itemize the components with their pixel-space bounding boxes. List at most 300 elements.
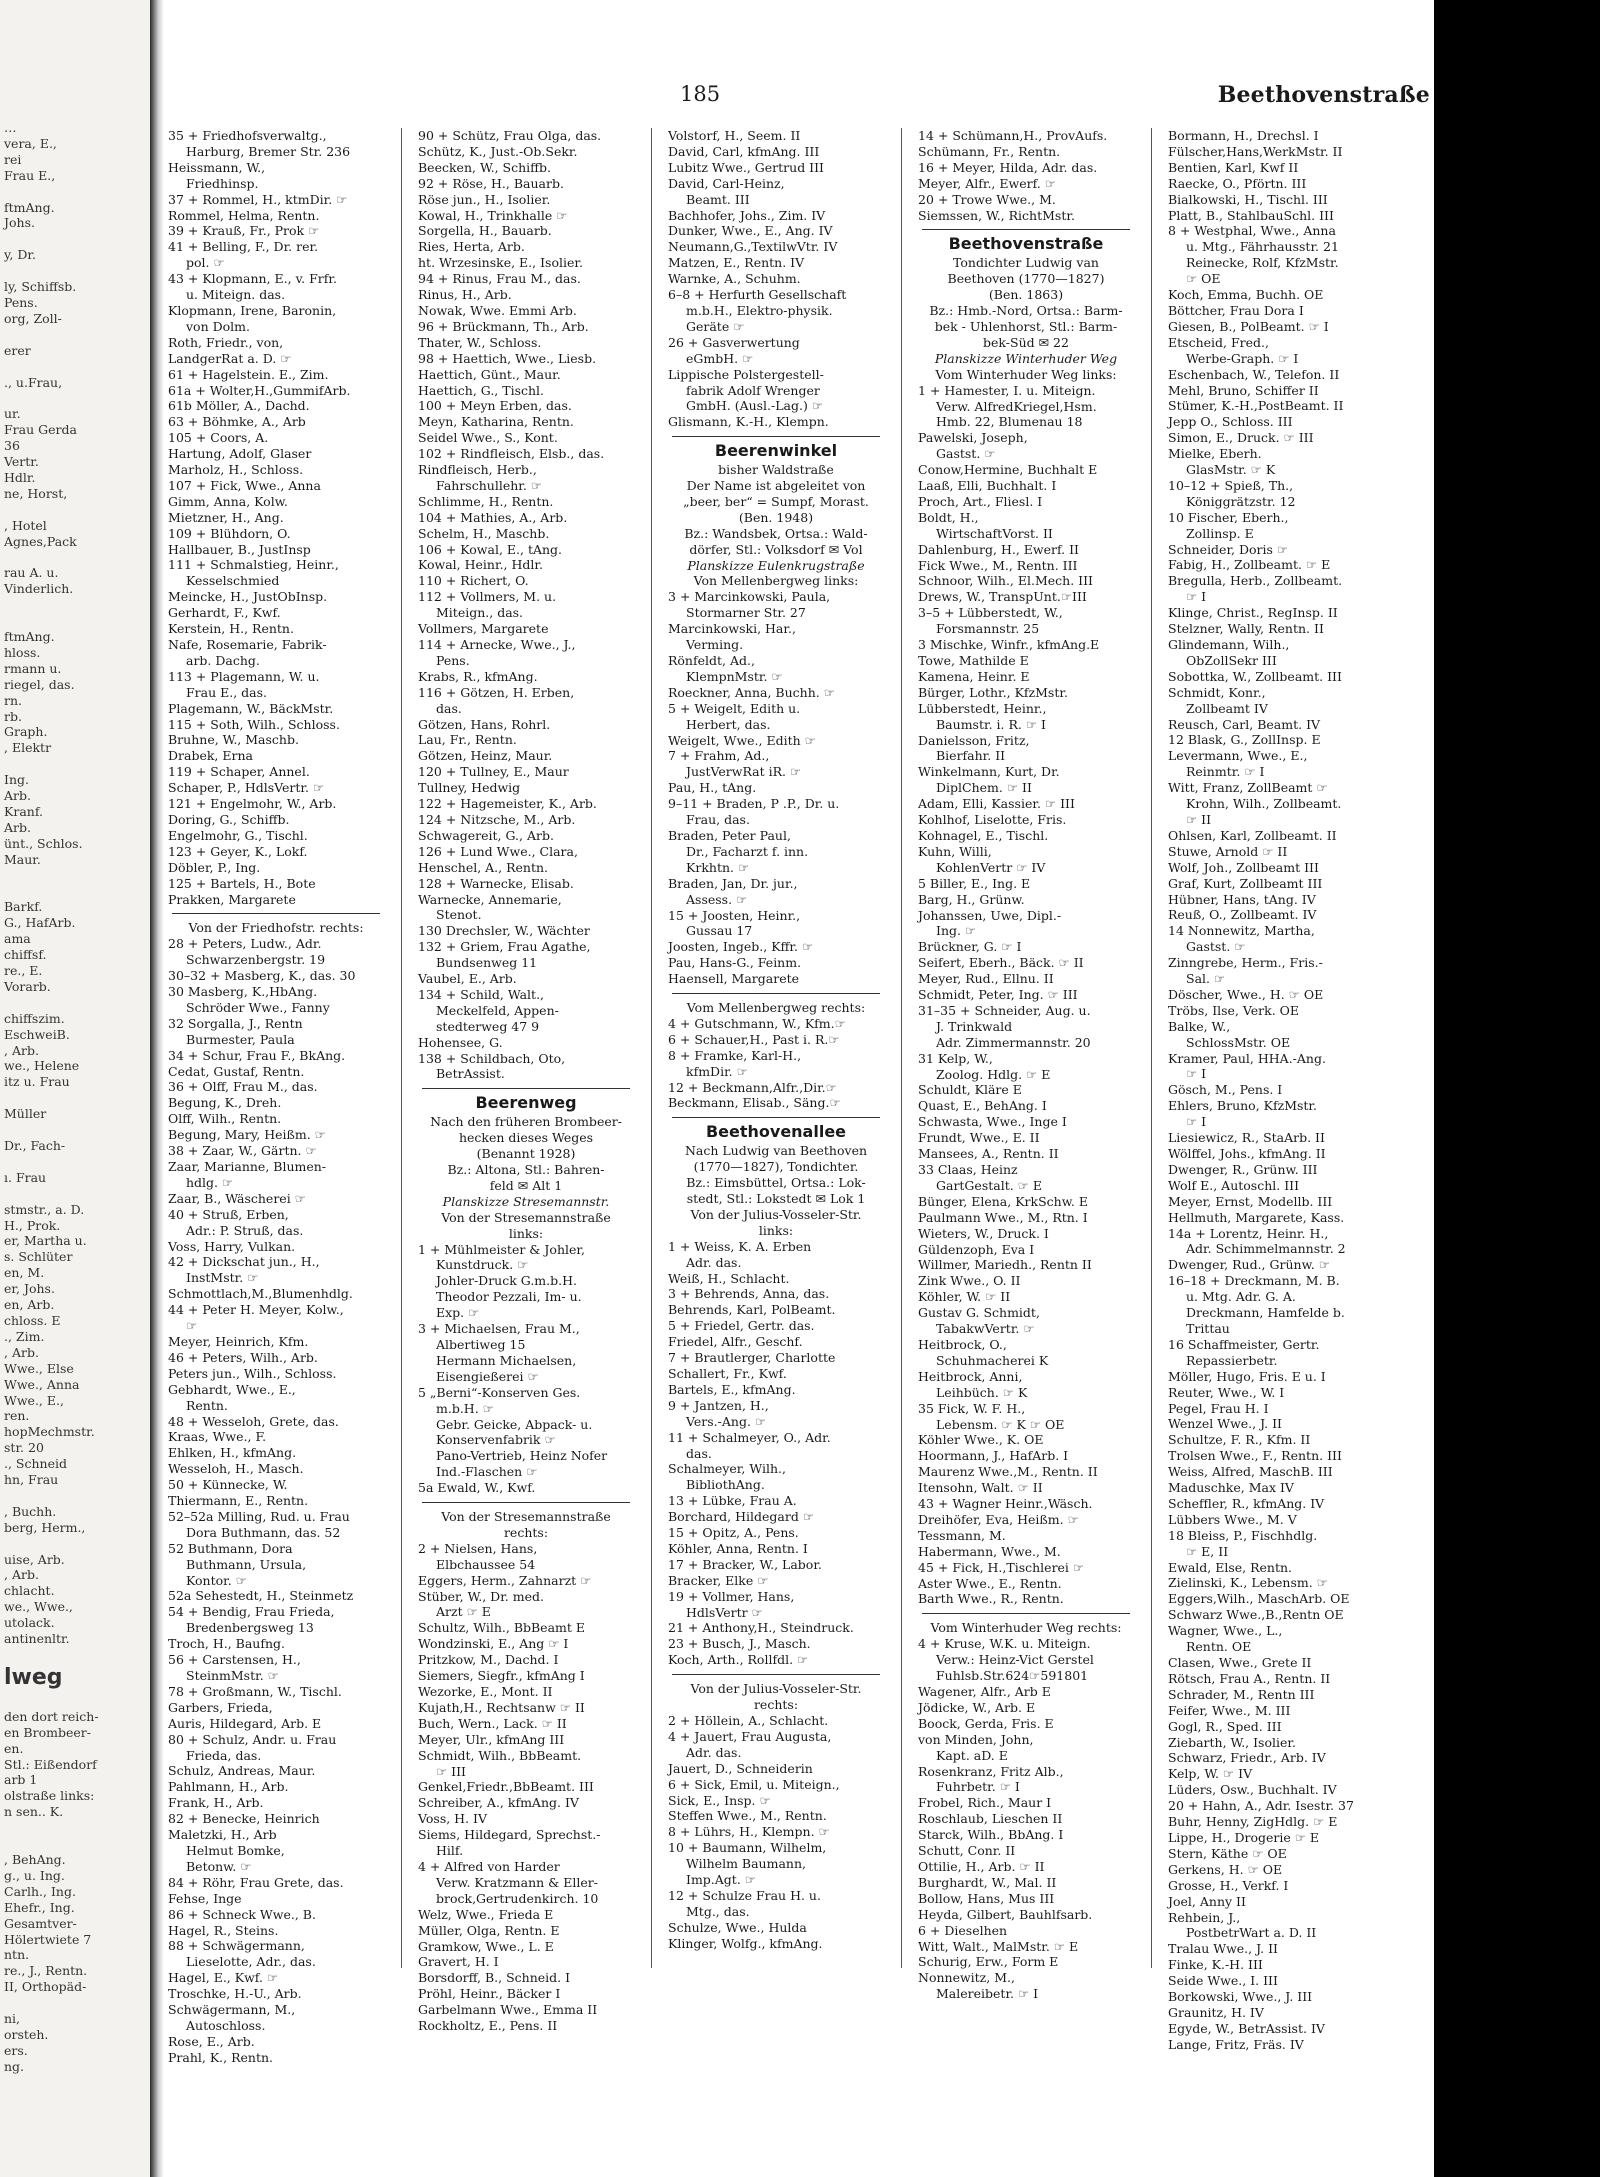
adjacent-page-line: re., E. (4, 963, 43, 979)
directory-entry: 36 + Olff, Frau M., das. (168, 1079, 318, 1095)
adjacent-page-line: Barkf. (4, 899, 43, 915)
directory-entry: Hallbauer, B., JustInsp (168, 541, 311, 557)
directory-entry: 63 + Böhmke, A., Arb (168, 414, 306, 430)
adjacent-page-line: antinenltr. (4, 1631, 70, 1647)
adjacent-page-line: lweg (4, 1664, 63, 1690)
directory-entry: Bormann, H., Drechsl. I (1168, 128, 1319, 143)
directory-entry: 30–32 + Masberg, K., das. 30 (168, 968, 356, 984)
directory-entry: Vers.-Ang. ☞ (686, 1413, 767, 1429)
directory-entry: Geräte ☞ (686, 318, 745, 334)
directory-entry: Frobel, Rich., Maur I (918, 1795, 1052, 1811)
adjacent-page-line: ., u.Frau, (4, 374, 63, 390)
directory-entry: Frau E., das. (186, 684, 268, 700)
directory-entry: Heyda, Gilbert, Bauhlfsarb. (918, 1906, 1093, 1922)
directory-entry: 122 + Hagemeister, K., Arb. (418, 796, 597, 812)
directory-entry: Wilhelm Baumann, (686, 1856, 806, 1872)
directory-entry: Kohnagel, E., Tischl. (918, 827, 1049, 843)
directory-entry: Prakken, Margarete (168, 891, 296, 907)
adjacent-page-line: Ing. (4, 772, 29, 788)
directory-entry: Seide Wwe., I. III (1168, 1973, 1278, 1989)
directory-entry: Graunitz, H. IV (1168, 2004, 1264, 2020)
directory-entry: Feifer, Wwe., M. III (1168, 1702, 1291, 1718)
book-gutter-shadow (150, 0, 164, 2177)
directory-entry: Garbelmann Wwe., Emma II (418, 2002, 598, 2018)
directory-entry: Schaper, P., HdlsVertr. ☞ (168, 780, 325, 796)
directory-entry: ☞ I (1186, 1114, 1207, 1130)
directory-entry: Schmidt, Wilh., BbBeamt. (418, 1747, 582, 1763)
directory-entry: Auris, Hildegard, Arb. E (168, 1715, 322, 1731)
directory-entry: Gimm, Anna, Kolw. (168, 493, 288, 509)
directory-entry: Schümann, Fr., Rentn. (918, 143, 1061, 159)
directory-entry: 6 + Dieselhen (918, 1922, 1008, 1938)
adjacent-page-line: ı. Frau (4, 1169, 47, 1185)
directory-entry: Ing. ☞ (936, 923, 977, 939)
directory-entry: Schulz, Andreas, Maur. (168, 1763, 316, 1779)
directory-entry: brock,Gertrudenkirch. 10 (436, 1890, 599, 1906)
directory-entry: fabrik Adolf Wrenger (686, 382, 820, 398)
directory-entry: Rentn. (186, 1397, 228, 1413)
directory-entry: 32 Sorgalla, J., Rentn (168, 1015, 303, 1031)
section-note: Der Name ist abgeleitet von (686, 478, 866, 494)
adjacent-page-line (4, 390, 146, 406)
directory-entry: Gerhardt, F., Kwf. (168, 605, 281, 621)
directory-entry: Bundsenweg 11 (436, 955, 538, 971)
directory-entry: Bierfahr. II (936, 748, 1006, 764)
directory-entry: Scheffler, R., kfmAng. IV (1168, 1495, 1325, 1511)
directory-entry: Malereibetr. ☞ I (936, 1986, 1039, 2002)
directory-entry: 104 + Mathies, A., Arb. (418, 509, 568, 525)
directory-entry: Dreckmann, Hamfelde b. (1186, 1305, 1345, 1321)
directory-entry: Weiss, Alfred, MaschB. III (1168, 1464, 1333, 1480)
directory-entry: Boock, Gerda, Fris. E (918, 1715, 1054, 1731)
directory-entry: 7 + Brautlerger, Charlotte (668, 1350, 836, 1366)
directory-entry: Dreihöfer, Eva, Heißm. ☞ (918, 1511, 1079, 1527)
directory-entry: Weiß, H., Schlacht. (668, 1270, 790, 1286)
directory-entry: Pau, Hans-G., Feinm. (668, 955, 802, 971)
directory-entry: 110 + Richert, O. (418, 573, 529, 589)
directory-entry: Schmidt, Konr., (1168, 684, 1266, 700)
directory-entry: 3 + Marcinkowski, Paula, (668, 589, 831, 605)
directory-entry: kfmDir. ☞ (686, 1063, 748, 1079)
directory-entry: Burghardt, W., Mal. II (918, 1874, 1057, 1890)
section-rule (672, 993, 880, 994)
directory-entry: 6 + Schauer,H., Past i. R.☞ (668, 1031, 840, 1047)
directory-columns (168, 128, 1430, 2065)
directory-entry: Conow,Hermine, Buchhalt E (918, 462, 1098, 478)
directory-entry: Doring, G., Schiffb. (168, 811, 290, 827)
running-head: Beethovenstraße (1217, 82, 1430, 108)
directory-entry: Stelzner, Wally, Rentn. II (1168, 621, 1324, 637)
directory-entry: 6–8 + Herfurth Gesellschaft (668, 287, 847, 303)
adjacent-page-line: Arb. (4, 788, 31, 804)
directory-entry: Köhler, W. ☞ II (918, 1289, 1011, 1305)
directory-entry: 31 Kelp, W., (918, 1050, 993, 1066)
directory-entry: Ziebarth, W., Isolier. (1168, 1734, 1296, 1750)
adjacent-page-line: itz u. Frau (4, 1074, 70, 1090)
directory-entry: Frieda, das. (186, 1747, 262, 1763)
directory-entry: Olff, Wilh., Rentn. (168, 1111, 282, 1127)
directory-entry: Pawelski, Joseph, (918, 430, 1028, 446)
section-note: Von der Julius-Vosseler-Str. (690, 1681, 862, 1697)
directory-entry: Bruhne, W., Maschb. (168, 732, 299, 748)
directory-entry: Zollbeamt IV (1186, 700, 1268, 716)
directory-entry: 12 Blask, G., ZollInsp. E (1168, 732, 1321, 748)
directory-entry: Heissmann, W., (168, 159, 266, 175)
adjacent-page-line (4, 1693, 146, 1709)
adjacent-page-line: er, Martha u. (4, 1233, 87, 1249)
adjacent-page-line: ftmAng. (4, 629, 55, 644)
directory-entry: pol. ☞ (186, 255, 225, 271)
directory-entry: 44 + Peter H. Meyer, Kolw., (168, 1302, 344, 1318)
directory-entry: Schultz, Wilh., BbBeamt E (418, 1620, 586, 1636)
directory-entry: 78 + Großmann, W., Tischl. (168, 1683, 342, 1699)
adjacent-page-line: H., Prok. (4, 1217, 61, 1233)
directory-entry: Schreiber, A., kfmAng. IV (418, 1795, 579, 1811)
directory-entry: 6 + Sick, Emil, u. Miteign., (668, 1776, 840, 1792)
directory-entry: Repassierbetr. (1186, 1352, 1278, 1368)
adjacent-page-line: g., u. Ing. (4, 1867, 65, 1883)
directory-entry: Simon, E., Druck. ☞ III (1168, 430, 1314, 446)
adjacent-page-line (4, 1154, 146, 1170)
directory-entry: 3 + Behrends, Anna, das. (668, 1286, 830, 1302)
directory-entry: Wondzinski, E., Ang ☞ I (418, 1636, 569, 1652)
directory-entry: ☞ OE (1186, 271, 1221, 287)
adjacent-page-line: rn. (4, 692, 22, 708)
directory-entry: Wieters, W., Druck. I (918, 1225, 1049, 1241)
section-note: bisher Waldstraße (718, 462, 834, 478)
directory-entry: PostbetrWart a. D. II (1186, 1925, 1317, 1941)
directory-entry: Ehlken, H., kfmAng. (168, 1445, 297, 1461)
directory-entry: 82 + Benecke, Heinrich (168, 1811, 320, 1827)
adjacent-page-line (4, 995, 146, 1011)
directory-entry: stedterweg 47 9 (436, 1018, 540, 1034)
directory-entry: 123 + Geyer, K., Lokf. (168, 843, 308, 859)
directory-entry: Schwasta, Wwe., Inge I (918, 1114, 1067, 1130)
directory-entry: Böttcher, Frau Dora I (1168, 302, 1304, 318)
directory-entry: DiplChem. ☞ II (936, 780, 1032, 796)
directory-entry: GartGestalt. ☞ E (936, 1177, 1042, 1193)
adjacent-page-line: re., J., Rentn. (4, 1963, 88, 1979)
directory-entry: Beamt. III (686, 191, 750, 207)
directory-entry: 2 + Höllein, A., Schlacht. (668, 1713, 829, 1728)
directory-entry: 4 + Jauert, Frau Augusta, (668, 1728, 832, 1744)
directory-entry: Gerkens, H. ☞ OE (1168, 1861, 1283, 1877)
directory-entry: 56 + Carstensen, H., (168, 1652, 301, 1668)
directory-entry: 40 + Struß, Erben, (168, 1206, 289, 1222)
directory-entry: Mehl, Bruno, Schiffer II (1168, 382, 1319, 398)
adjacent-page-line (4, 1836, 146, 1852)
directory-entry: Glindemann, Wilh., (1168, 637, 1290, 652)
adjacent-page-line: Graph. (4, 724, 48, 740)
directory-entry: Vollmers, Margarete (418, 621, 549, 637)
directory-entry: Etscheid, Fred., (1168, 334, 1269, 350)
adjacent-page-line: Frau E., (4, 167, 56, 183)
adjacent-page-line: en. (4, 1740, 24, 1756)
directory-entry: GmbH. (Ausl.-Lag.) ☞ (686, 398, 824, 414)
section-note: feld ✉ Alt 1 (489, 1177, 563, 1193)
adjacent-page-line: Müller (4, 1106, 47, 1122)
directory-entry: Wolf E., Autoschl. III (1168, 1177, 1300, 1193)
directory-entry: 4 + Kruse, W.K. u. Miteign. (918, 1636, 1091, 1652)
directory-entry: 112 + Vollmers, M. u. (418, 589, 557, 605)
directory-entry: 113 + Plagemann, W. u. (168, 668, 320, 684)
directory-entry: Heitbrock, Anni, (918, 1368, 1023, 1384)
directory-entry: David, Carl, kfmAng. III (668, 143, 820, 159)
directory-entry: Bregulla, Herb., Zollbeamt. (1168, 573, 1343, 589)
adjacent-page-line: ., Zim. (4, 1328, 45, 1344)
directory-entry: ht. Wrzesinske, E., Isolier. (418, 255, 583, 271)
directory-entry: Starck, Wilh., BbAng. I (918, 1827, 1064, 1843)
column-2 (418, 128, 634, 2066)
directory-entry: Lubitz Wwe., Gertrud III (668, 159, 824, 175)
directory-entry: Bentien, Karl, Kwf II (1168, 159, 1299, 175)
adjacent-page-line (4, 613, 146, 629)
directory-entry: Rötsch, Frau A., Rentn. II (1168, 1670, 1331, 1686)
directory-entry: Röse jun., H., Isolier. (418, 191, 551, 207)
directory-entry: 92 + Röse, H., Bauarb. (418, 175, 564, 191)
section-note: dörfer, Stl.: Volksdorf ✉ Vol (689, 541, 863, 557)
directory-entry: 50 + Künnecke, W. (168, 1477, 288, 1493)
directory-entry: Lüders, Osw., Buchhalt. IV (1168, 1782, 1337, 1798)
section-note: Planskizze Stresemannstr. (442, 1193, 610, 1209)
directory-entry: 15 + Opitz, A., Pens. (668, 1525, 799, 1541)
directory-entry: Paulmann Wwe., M., Rtn. I (918, 1209, 1088, 1225)
directory-entry: 3 Mischke, Winfr., kfmAng.E (918, 637, 1100, 653)
directory-entry: ☞ III (436, 1763, 466, 1779)
adjacent-page-line: stmstr., a. D. (4, 1201, 85, 1217)
directory-entry: 8 + Lührs, H., Klempn. ☞ (668, 1824, 830, 1840)
adjacent-page-line (4, 1647, 146, 1663)
directory-entry: Frank, H., Arb. (168, 1795, 264, 1811)
directory-entry: 45 + Fick, H.,Tischlerei ☞ (918, 1559, 1085, 1575)
section-note: Vom Winterhuder Weg links: (935, 366, 1117, 382)
directory-entry: Fülscher,Hans,WerkMstr. II (1168, 143, 1343, 159)
adjacent-page-line: Wwe., Else (4, 1360, 74, 1376)
directory-entry: 86 + Schneck Wwe., B. (168, 1906, 316, 1922)
directory-entry: Stümer, K.-H.,PostBeamt. II (1168, 398, 1344, 414)
adjacent-page-line (4, 359, 146, 375)
directory-entry: 5 + Weigelt, Edith u. (668, 700, 801, 716)
adjacent-page-line: , Arb. (4, 1567, 39, 1583)
directory-entry: Haettich, G., Tischl. (418, 382, 545, 398)
directory-entry: 46 + Peters, Wilh., Arb. (168, 1349, 318, 1365)
directory-entry: Schwarz, Friedr., Arb. IV (1168, 1750, 1326, 1766)
directory-entry: Towe, Mathilde E (918, 653, 1029, 668)
adjacent-page-line: str. 20 (4, 1440, 44, 1456)
directory-entry: Kamena, Heinr. E (918, 668, 1030, 684)
directory-entry: Wagner, Wwe., L., (1168, 1623, 1283, 1639)
directory-entry: Hilf. (436, 1843, 464, 1859)
directory-entry: 8 + Framke, Karl-H., (668, 1047, 802, 1063)
directory-entry: Trolsen Wwe., F., Rentn. III (1168, 1448, 1342, 1464)
directory-entry: Koch, Arth., Rollfdl. ☞ (668, 1652, 809, 1668)
directory-entry: 106 + Kowal, E., tAng. (418, 541, 563, 557)
directory-entry: Kowal, Heinr., Hdlr. (418, 557, 543, 573)
section-note: bek-Süd ✉ 22 (983, 334, 1069, 350)
directory-entry: Reuter, Wwe., W. I (1168, 1384, 1285, 1400)
adjacent-page-line: rau A. u. (4, 565, 59, 581)
directory-entry: Schlimme, H., Rentn. (418, 493, 554, 509)
directory-entry: David, Carl-Heinz, (668, 175, 785, 191)
adjacent-page-line: ers. (4, 2042, 28, 2058)
directory-entry: Nonnewitz, M., (918, 1970, 1015, 1986)
directory-entry: Maduschke, Max IV (1168, 1480, 1294, 1496)
directory-entry: 132 + Griem, Frau Agathe, (418, 939, 591, 955)
directory-entry: Zaar, Marianne, Blumen- (168, 1159, 327, 1174)
directory-entry: Seidel Wwe., S., Kont. (418, 430, 558, 446)
directory-entry: 96 + Brückmann, Th., Arb. (418, 318, 589, 334)
directory-entry: Lau, Fr., Rentn. (418, 732, 517, 748)
directory-entry: Stern, Käthe ☞ OE (1168, 1845, 1287, 1861)
directory-entry: Schütz, K., Just.-Ob.Sekr. (418, 143, 578, 159)
directory-entry: Bünger, Elena, KrkSchw. E (918, 1193, 1088, 1209)
directory-entry: Finke, K.-H. III (1168, 1957, 1263, 1973)
directory-entry: Wesseloh, H., Masch. (168, 1461, 304, 1477)
adjacent-page-line: Frau Gerda (4, 422, 77, 438)
directory-entry: Baumstr. i. R. ☞ I (936, 716, 1046, 732)
adjacent-page-fragment (0, 0, 150, 2177)
adjacent-page-line: , Buchh. (4, 1503, 57, 1519)
adjacent-page-line: arb 1 (4, 1772, 38, 1788)
directory-entry: Fahrschullehr. ☞ (436, 477, 543, 493)
directory-entry: Weigelt, Wwe., Edith ☞ (668, 732, 816, 748)
directory-entry: Ohlsen, Karl, Zollbeamt. II (1168, 827, 1337, 843)
street-heading: Beethovenstraße (948, 234, 1104, 254)
section-rule (672, 1117, 880, 1118)
directory-entry: Quast, E., BehAng. I (918, 1098, 1047, 1114)
directory-entry: Kesselschmied (186, 573, 280, 589)
directory-entry: Pegel, Frau H. I (1168, 1400, 1269, 1416)
directory-entry: Begung, Mary, Heißm. ☞ (168, 1127, 326, 1143)
directory-entry: Schuhmacherei K (936, 1352, 1049, 1368)
directory-entry: 84 + Röhr, Frau Grete, das. (168, 1874, 344, 1890)
directory-entry: Stüber, W., Dr. med. (418, 1588, 544, 1604)
directory-entry: Itensohn, Walt. ☞ II (918, 1480, 1043, 1496)
directory-entry: Güldenzoph, Eva I (918, 1241, 1035, 1257)
directory-entry: Meyer, Rud., Ellnu. II (918, 971, 1054, 987)
directory-entry: Marcinkowski, Har., (668, 621, 796, 637)
directory-entry: Grosse, H., Verkf. I (1168, 1877, 1289, 1893)
directory-entry: ☞ II (1186, 811, 1212, 827)
directory-entry: Schneider, Doris ☞ (1168, 541, 1289, 557)
adjacent-page-line: Dr., Fach- (4, 1138, 66, 1153)
directory-entry: Sorgella, H., Bauarb. (418, 223, 552, 239)
adjacent-page-line: Vertr. (4, 454, 39, 470)
section-rule (922, 1613, 1130, 1614)
directory-entry: Reusch, Carl, Beamt. IV (1168, 716, 1321, 732)
adjacent-page-line: Ehefr., Ing. (4, 1899, 75, 1915)
directory-entry: 34 + Schur, Frau F., BkAng. (168, 1047, 346, 1063)
directory-entry: Balke, W., (1168, 1018, 1231, 1034)
directory-entry: Johler-Druck G.m.b.H. (436, 1273, 577, 1289)
directory-entry: Thater, W., Schloss. (418, 334, 542, 350)
adjacent-page-line (4, 502, 146, 518)
directory-entry: 10–12 + Spieß, Th., (1168, 477, 1294, 493)
directory-entry: 14 Nonnewitz, Martha, (1168, 923, 1315, 939)
directory-entry: Rinus, H., Arb. (418, 287, 512, 303)
adjacent-page-line: Stl.: Eißendorf (4, 1756, 97, 1772)
directory-entry: u. Miteign. das. (186, 287, 286, 303)
adjacent-page-line: 36 (4, 438, 20, 454)
section-note: bek - Uhlenhorst, Stl.: Barm- (934, 318, 1118, 334)
directory-entry: Adr. Schimmelmannstr. 2 (1186, 1241, 1346, 1257)
adjacent-page-line (4, 1090, 146, 1106)
directory-entry: Schwagereit, G., Arb. (418, 827, 554, 843)
directory-entry: Ottilie, H., Arb. ☞ II (918, 1858, 1045, 1874)
directory-entry: Peters jun., Wilh., Schloss. (168, 1365, 337, 1381)
directory-entry: Meyer, Heinrich, Kfm. (168, 1333, 309, 1349)
section-note: Bz.: Eimsbüttel, Ortsa.: Lok- (686, 1175, 866, 1191)
adjacent-page-line: ne, Horst, (4, 485, 68, 501)
adjacent-page-line: chloss. E (4, 1312, 61, 1328)
section-rule (672, 436, 880, 437)
directory-entry: Meyer, Ernst, Modellb. III (1168, 1193, 1333, 1209)
directory-entry: 54 + Bendig, Frau Frieda, (168, 1604, 335, 1620)
directory-entry: Klopmann, Irene, Baronin, (168, 302, 337, 318)
directory-entry: Aster Wwe., E., Rentn. (918, 1575, 1062, 1591)
directory-entry: ☞ E, II (1186, 1543, 1229, 1559)
directory-entry: 42 + Dickschat jun., H., (168, 1254, 320, 1270)
adjacent-page-line: ama (4, 931, 31, 947)
directory-entry: Roschlaub, Lieschen II (918, 1811, 1063, 1827)
directory-entry: Kraas, Wwe., F. (168, 1429, 267, 1445)
adjacent-page-line: olstraße links: (4, 1788, 95, 1804)
directory-entry: Henschel, A., Rentn. (418, 859, 549, 875)
directory-entry: Troschke, H.-U., Arb. (168, 1986, 302, 2002)
directory-entry: Dr., Facharzt f. inn. (686, 843, 809, 859)
directory-entry: Thiermann, E., Rentn. (168, 1493, 309, 1509)
section-note: Bz.: Hmb.-Nord, Ortsa.: Barm- (929, 303, 1123, 319)
directory-entry: Harburg, Bremer Str. 236 (186, 143, 351, 159)
directory-entry: Eggers,Wilh., MaschArb. OE (1168, 1591, 1350, 1607)
directory-entry: SteinmMstr. ☞ (186, 1668, 279, 1683)
directory-entry: Buch, Wern., Lack. ☞ II (418, 1715, 567, 1731)
section-note: (Benannt 1928) (476, 1146, 576, 1162)
directory-entry: Voss, H. IV (418, 1811, 487, 1827)
directory-entry: Meyn, Katharina, Rentn. (418, 414, 574, 430)
directory-entry: Rommel, Helma, Rentn. (168, 207, 320, 223)
adjacent-page-line: ftmAng. (4, 199, 55, 215)
adjacent-page-line: Wwe., Anna (4, 1376, 80, 1392)
directory-entry: Götzen, Heinz, Maur. (418, 748, 553, 764)
directory-entry: Laaß, Elli, Buchhalt. I (918, 478, 1057, 494)
adjacent-page-line: chlacht. (4, 1583, 55, 1599)
directory-entry: Maurenz Wwe.,M., Rentn. II (918, 1464, 1098, 1480)
adjacent-page-line: Vinderlich. (4, 581, 74, 597)
directory-entry: 28 + Peters, Ludw., Adr. (168, 936, 322, 952)
directory-entry: 9 + Jantzen, H., (668, 1397, 769, 1413)
directory-entry: 8 + Westphal, Wwe., Anna (1168, 223, 1336, 239)
adjacent-page-line (4, 1488, 146, 1504)
directory-entry: Stormarner Str. 27 (686, 605, 806, 621)
directory-entry: m.b.H. ☞ (436, 1400, 494, 1416)
directory-entry: 12 + Schulze Frau H. u. (668, 1887, 821, 1903)
directory-entry: Zaar, B., Wäscherei ☞ (168, 1190, 306, 1206)
directory-entry: 37 + Rommel, H., ktmDir. ☞ (168, 191, 348, 207)
directory-entry: ☞ I (1186, 1066, 1207, 1082)
directory-entry: Engelmohr, G., Tischl. (168, 827, 308, 843)
directory-entry: InstMstr. ☞ (186, 1270, 259, 1286)
directory-entry: Trittau (1186, 1320, 1230, 1336)
directory-entry: Eschenbach, W., Telefon. II (1168, 366, 1340, 382)
directory-entry: Dahlenburg, H., Ewerf. II (918, 541, 1079, 557)
adjacent-page-line: ren. (4, 1408, 30, 1424)
directory-entry: Schwarz Wwe.,B.,Rentn OE (1168, 1607, 1344, 1623)
directory-entry: Barg, H., Grünw. (918, 891, 1025, 907)
directory-entry: Elbchaussee 54 (436, 1556, 536, 1572)
directory-entry: Sal. ☞ (1186, 971, 1226, 987)
directory-entry: Kohlhof, Liselotte, Fris. (918, 812, 1067, 828)
